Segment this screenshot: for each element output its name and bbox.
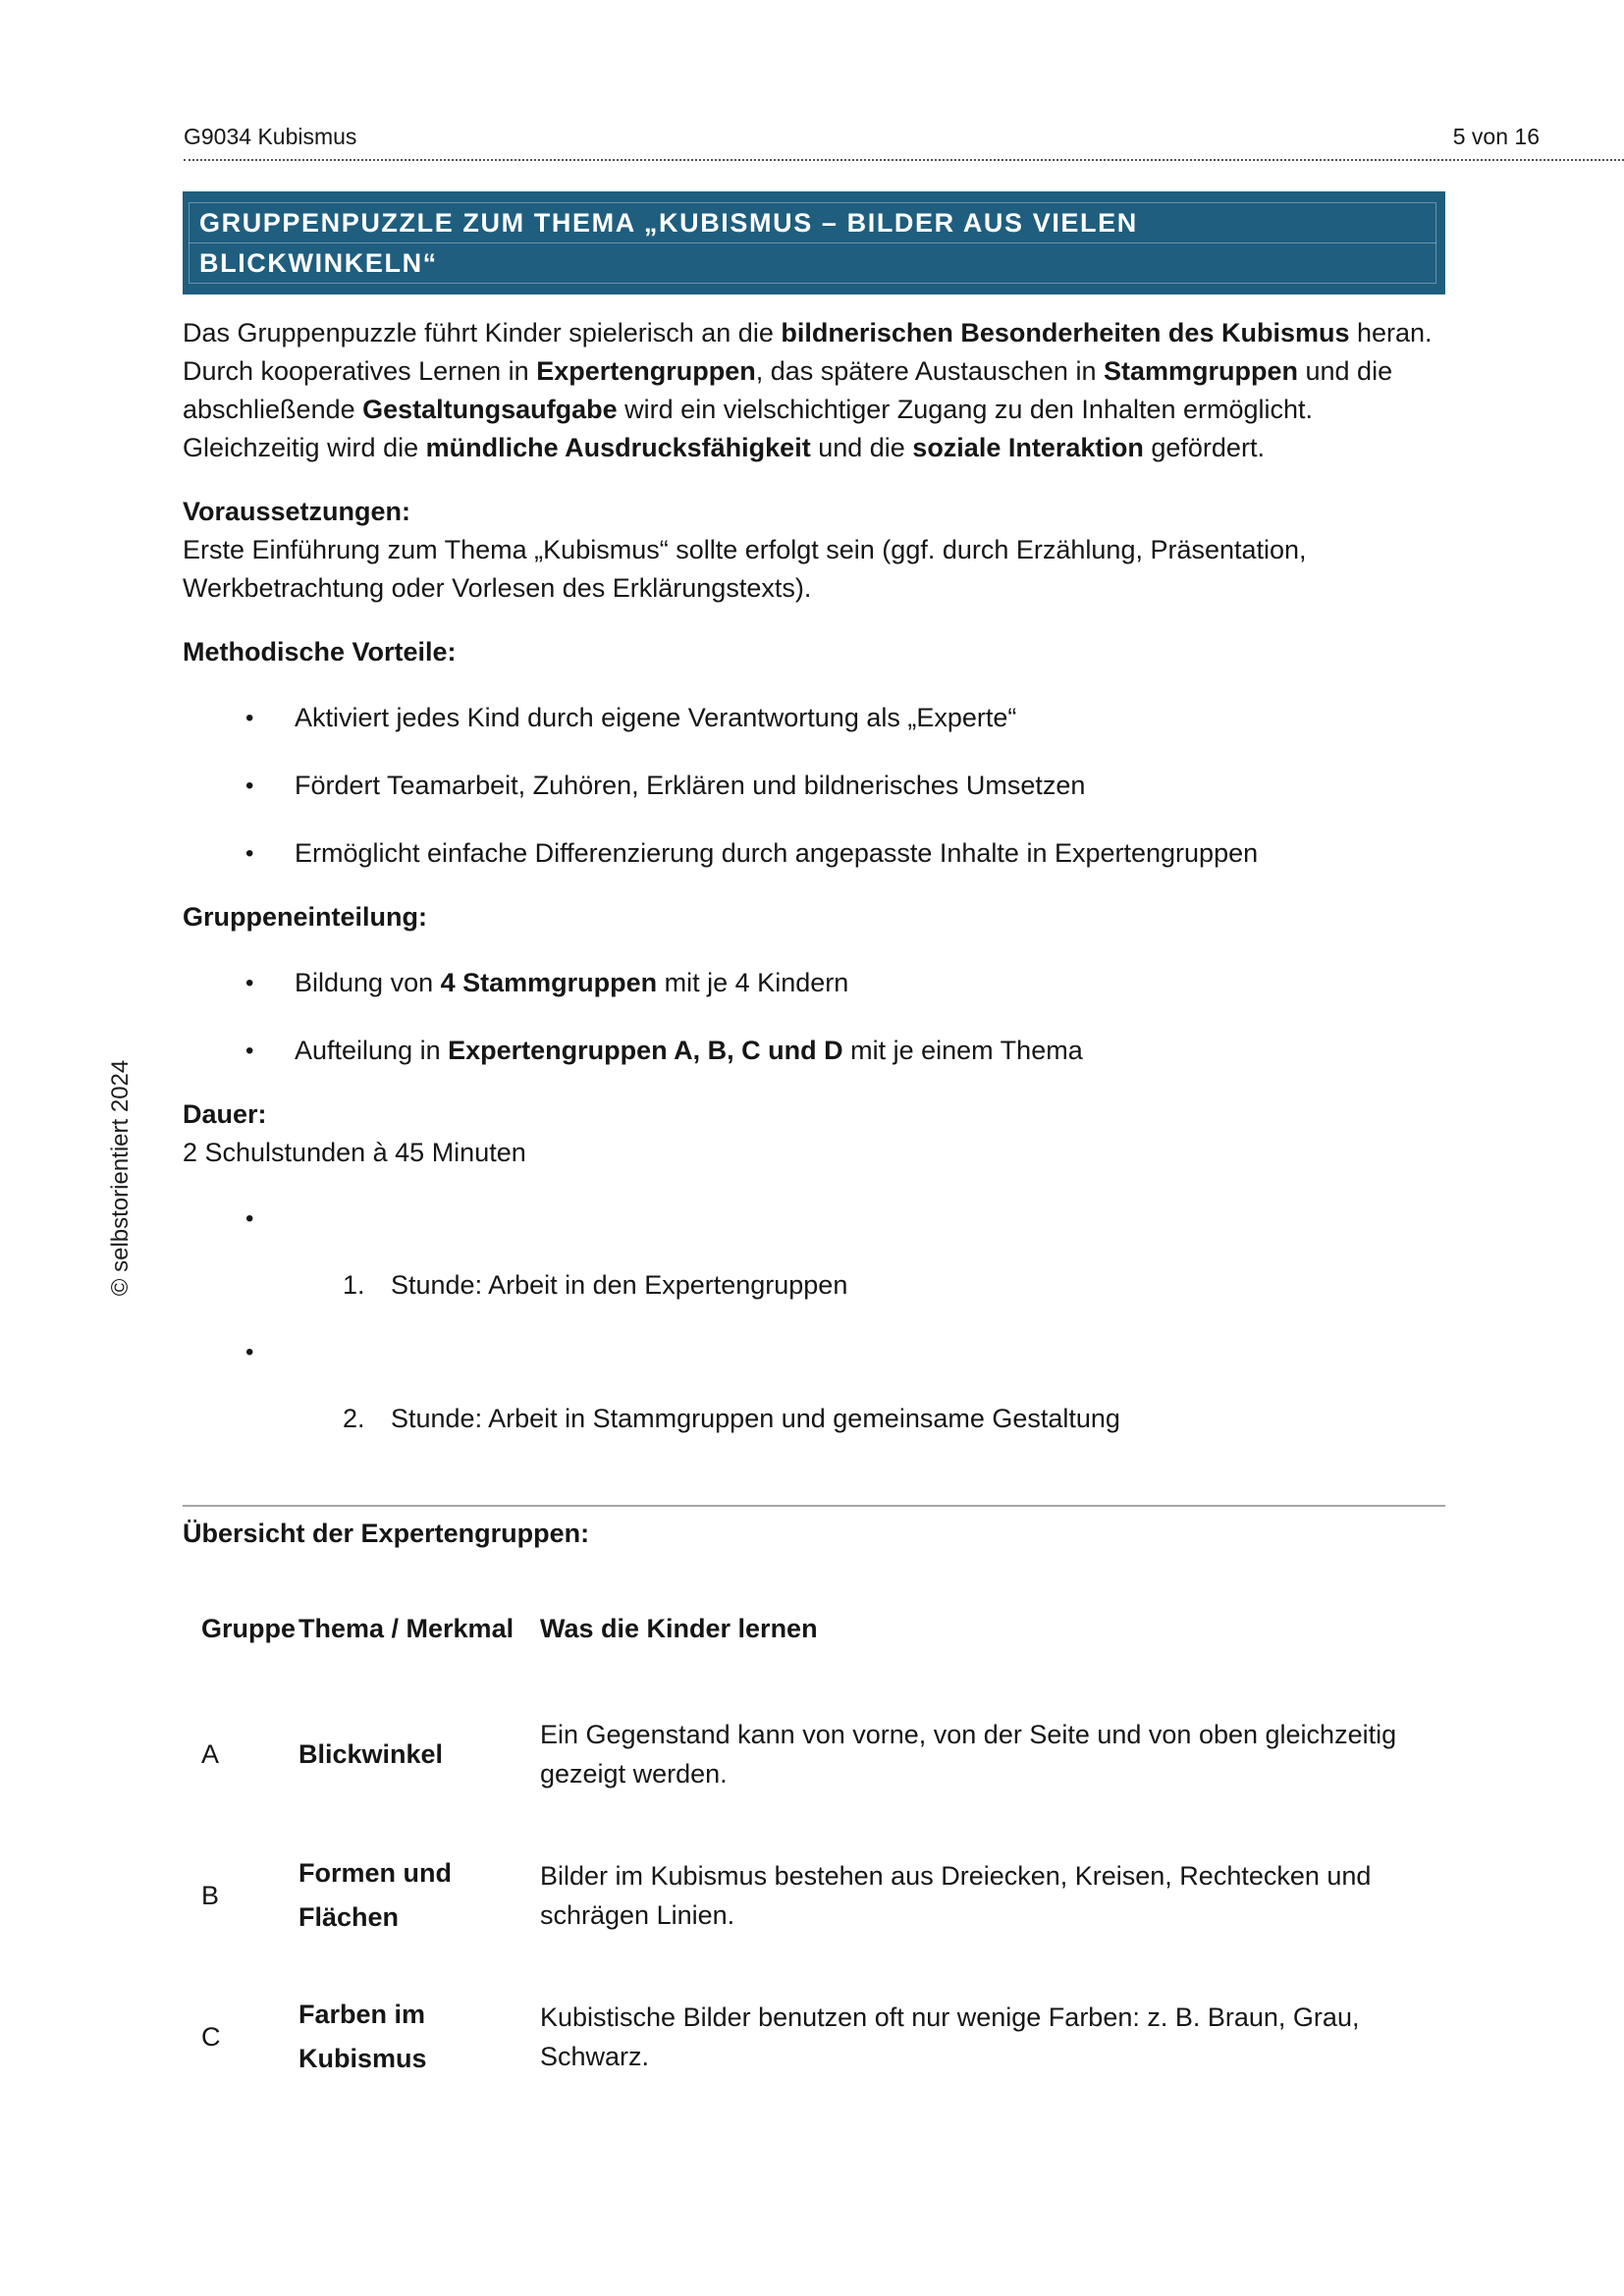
section-divider: [183, 1505, 1445, 1507]
voraussetzungen-text: Erste Einführung zum Thema „Kubismus“ sollte erfolgt sein (ggf. durch Erzählung, Präsentation, Werkbetrachtung oder Vorlesen des Erklärungstexts).: [183, 535, 1307, 603]
list-item-text: Bildung von 4 Stammgruppen mit je 4 Kindern: [295, 968, 849, 997]
schedule-text: Stunde: Arbeit in Stammgruppen und gemeinsame Gestaltung: [391, 1404, 1120, 1433]
schedule-bullet: [183, 1333, 1445, 1371]
title-banner: [183, 191, 1445, 294]
list-item-text: Ermöglicht einfache Differenzierung durch angepasste Inhalte in Expertengruppen: [295, 838, 1259, 868]
list-item: [183, 834, 1445, 873]
table-row-c: [201, 1966, 1445, 2108]
schedule-number: 1.: [343, 1270, 365, 1300]
list-item-text: Aufteilung in Expertengruppen A, B, C und D mit je einem Thema: [295, 1036, 1083, 1065]
bullet-icon: •: [245, 1038, 254, 1064]
page-title-line-1: GRUPPENPUZZLE ZUM THEMA „KUBISMUS – BILDER AUS VIELEN: [199, 208, 1138, 238]
expertengruppen-table: [183, 1610, 1445, 2108]
list-item: [183, 767, 1445, 805]
topic-cell: Farben im Kubismus: [298, 2000, 427, 2073]
schedule-number: 2.: [343, 1404, 365, 1433]
group-cell: A: [201, 1738, 220, 1769]
gruppeneinteilung-heading: Gruppeneinteilung:: [183, 902, 427, 932]
gruppeneinteilung-list: [183, 964, 1445, 1070]
schedule-bullet: [183, 1200, 1445, 1238]
topic-cell: Blickwinkel: [298, 1738, 444, 1769]
copyright-sidebar: © selbstorientiert 2024: [107, 1059, 134, 1297]
group-cell: C: [201, 2021, 221, 2052]
column-header-thema: Thema / Merkmal: [298, 1614, 514, 1643]
bullet-icon: •: [245, 773, 254, 799]
description-cell: Kubistische Bilder benutzen oft nur wenige Farben: z. B. Braun, Grau, Schwarz.: [540, 2002, 1360, 2071]
description-cell: Ein Gegenstand kann von vorne, von der Seite und von oben gleichzeitig gezeigt werden.: [540, 1720, 1397, 1789]
list-item: [183, 699, 1445, 737]
bullet-icon: •: [245, 705, 254, 731]
schedule-text: Stunde: Arbeit in den Expertengruppen: [391, 1270, 848, 1300]
table-header: [201, 1610, 1445, 1648]
bullet-icon: •: [245, 970, 254, 996]
intro-paragraph: Das Gruppenpuzzle führt Kinder spielerisch an die bildnerischen Besonderheiten des Kubismus heran. Durch kooperatives Lernen in Expertengruppen, das spätere Austauschen in Stammgruppen und die abschließende Gestaltungsaufgabe wird ein vielschichtiger Zugang zu den Inhalten ermöglicht. Gleichzeitig wird die mündliche Ausdrucksfähigkeit und die soziale Interaktion gefördert.: [183, 318, 1433, 462]
page-header: [184, 124, 1624, 161]
table-row-b: [201, 1825, 1445, 1966]
column-header-gruppe: Gruppe: [201, 1614, 297, 1643]
schedule-item-2: [183, 1400, 1445, 1438]
dauer-text: 2 Schulstunden à 45 Minuten: [183, 1138, 526, 1167]
voraussetzungen-heading: Voraussetzungen:: [183, 497, 411, 526]
content-column: [183, 191, 1445, 2108]
topic-cell: Formen und Flächen: [298, 1858, 452, 1932]
list-item: [183, 1032, 1445, 1070]
list-item-text: Aktiviert jedes Kind durch eigene Verantwortung als „Experte“: [295, 703, 1017, 732]
dauer-heading: Dauer:: [183, 1099, 267, 1129]
group-cell: B: [201, 1880, 220, 1910]
bullet-icon: •: [245, 1205, 254, 1232]
uebersicht-heading: Übersicht der Expertengruppen:: [183, 1519, 590, 1548]
schedule-list: [183, 1200, 1445, 1438]
bullet-icon: •: [245, 840, 254, 867]
table-row-a: [201, 1683, 1445, 1825]
page-title-line-2: BLICKWINKELN“: [199, 248, 438, 278]
page-number: 5 von 16: [1452, 124, 1540, 149]
description-cell: Bilder im Kubismus bestehen aus Dreiecken, Kreisen, Rechtecken und schrägen Linien.: [540, 1861, 1372, 1930]
methodische-vorteile-list: [183, 699, 1445, 873]
methodische-vorteile-heading: Methodische Vorteile:: [183, 637, 457, 667]
column-header-lernen: Was die Kinder lernen: [540, 1614, 818, 1643]
list-item-text: Fördert Teamarbeit, Zuhören, Erklären und bildnerisches Umsetzen: [295, 771, 1086, 800]
doc-code: G9034 Kubismus: [184, 124, 357, 149]
schedule-item-1: [183, 1266, 1445, 1305]
bullet-icon: •: [245, 1339, 254, 1365]
list-item: [183, 964, 1445, 1002]
